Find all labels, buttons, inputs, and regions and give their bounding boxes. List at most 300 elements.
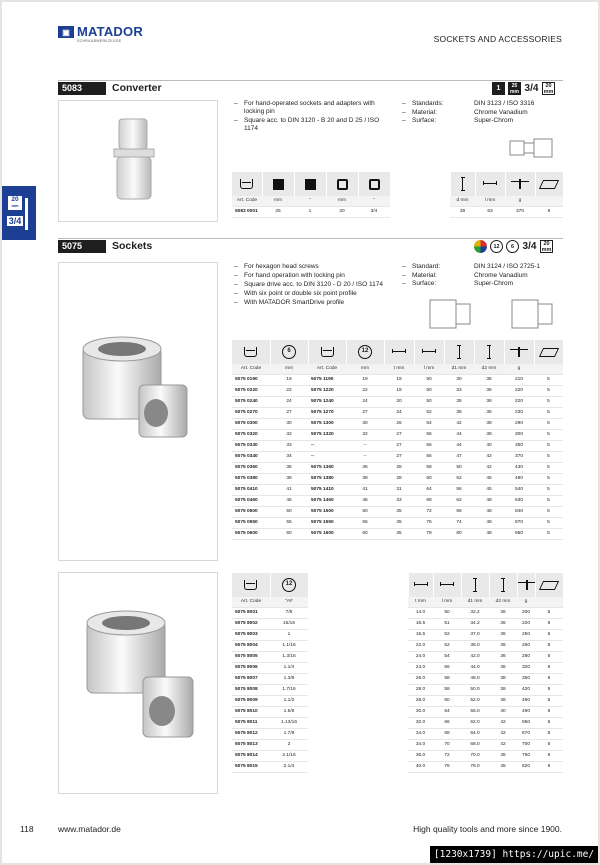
table-cell: 370 — [504, 451, 534, 462]
table-cell: 1.13/16 — [270, 717, 308, 728]
side-frac-label: 3/4 — [8, 216, 22, 226]
table-cell: 5 — [535, 695, 563, 706]
smartdrive-icon — [474, 240, 487, 253]
table-row — [232, 495, 563, 506]
feature-item: – Square acc. to DIN 3120 - B 20 and D 25 / ISO 1174 — [234, 117, 389, 133]
table-cell: 1 — [294, 206, 326, 217]
table-cell: 16.5 — [408, 629, 433, 640]
article-code: 5075 0500 — [232, 506, 270, 517]
footer-tagline: High quality tools and more since 1900. — [413, 824, 562, 834]
unit-header: l mm — [414, 364, 444, 374]
table-cell: 24 — [270, 396, 308, 407]
table-row — [232, 418, 563, 429]
table-cell: 42.0 — [461, 651, 489, 662]
length-arrow-icon — [440, 582, 454, 586]
section-divider — [58, 80, 563, 81]
table-row — [232, 407, 563, 418]
table-cell: 48.0 — [461, 673, 489, 684]
unit-header: mm — [326, 196, 358, 206]
badge-mm-in: 25 mm — [508, 82, 521, 95]
unit-header: g — [504, 364, 534, 374]
page-number: 118 — [20, 824, 34, 834]
table-cell — [308, 673, 408, 684]
sockets-badges — [474, 240, 553, 253]
table-cell: 5 — [534, 374, 563, 385]
table-cell: 50 — [270, 506, 308, 517]
square-out-icon-cell — [326, 172, 358, 196]
article-code: 5075 0340 — [232, 451, 270, 462]
table-row — [232, 684, 563, 695]
table-cell: 19 — [384, 374, 414, 385]
table-cell: 35 — [384, 506, 414, 517]
table-cell: -- — [346, 451, 384, 462]
table-cell: 38 — [444, 407, 474, 418]
table-cell: 32.2 — [461, 607, 489, 618]
table-cell: 60 — [433, 695, 461, 706]
table-cell: 42 — [474, 451, 504, 462]
table-row — [232, 695, 563, 706]
table-cell: 1.3/8 — [270, 673, 308, 684]
unit-header: mm — [262, 196, 294, 206]
table-row — [232, 618, 563, 629]
socket-icon-cell — [232, 573, 270, 597]
table-cell: 1.1/2 — [270, 695, 308, 706]
table-cell: 1 — [270, 629, 308, 640]
table-cell: 56 — [444, 484, 474, 495]
table-cell: 5 — [534, 407, 563, 418]
article-code: 5075 0380 — [232, 473, 270, 484]
unit-header: Art. Code — [232, 196, 262, 206]
table-cell: 490 — [517, 706, 535, 717]
socket-icon-cell — [232, 340, 270, 364]
twelve-point-icon: 12 — [282, 578, 296, 592]
table-cell: 540 — [504, 484, 534, 495]
table-cell: 64 — [433, 706, 461, 717]
table-cell: 46 — [346, 495, 384, 506]
square-out-icon — [369, 179, 380, 190]
socket-icon — [321, 347, 334, 357]
feature-item: – With six point or double six point profile — [234, 290, 394, 298]
depth-icon-cell — [408, 573, 433, 597]
table-cell: 36 — [489, 618, 517, 629]
table-cell: 48 — [474, 517, 504, 528]
table-cell: 30.0 — [408, 706, 433, 717]
table-cell: 260 — [517, 640, 535, 651]
article-code: 5075 1190 — [308, 374, 346, 385]
table-cell: 5 — [534, 440, 563, 451]
unit-header: d2 mm — [489, 597, 517, 607]
converter-article-number: 5083 — [58, 82, 106, 95]
table-cell: 38 — [489, 673, 517, 684]
article-code: 5075 0330 — [232, 440, 270, 451]
depth-icon-cell — [384, 340, 414, 364]
twelve-point-icon-cell — [270, 573, 308, 597]
table-cell: 35 — [444, 396, 474, 407]
table-cell: 250 — [517, 629, 535, 640]
table-cell: 16.5 — [408, 618, 433, 629]
table-cell: 27 — [384, 451, 414, 462]
article-code: 5075 0600 — [232, 528, 270, 539]
table-row — [232, 462, 563, 473]
article-code: 5075 8011 — [232, 717, 270, 728]
table-cell: 52 — [444, 473, 474, 484]
spacer — [308, 573, 408, 597]
table-cell: 76 — [414, 517, 444, 528]
matador-logo — [58, 26, 143, 38]
table-cell: 5 — [535, 673, 563, 684]
socket-icon — [244, 347, 257, 357]
sockets-image — [58, 262, 218, 561]
package-icon — [539, 180, 559, 189]
table-cell: 70 — [433, 739, 461, 750]
unit-header: Art. Code — [232, 597, 270, 607]
article-code: 5075 1270 — [308, 407, 346, 418]
table-cell — [308, 618, 408, 629]
sockets-photo — [59, 263, 219, 562]
table-cell: 51 — [433, 618, 461, 629]
table-cell: 44 — [444, 440, 474, 451]
table-cell: 15/16 — [270, 618, 308, 629]
article-code: 5075 0550 — [232, 517, 270, 528]
table-cell: 36 — [346, 462, 384, 473]
table-cell: 5 — [534, 462, 563, 473]
article-code: 5075 1320 — [308, 429, 346, 440]
table-row — [232, 206, 563, 217]
table-cell: 22 — [346, 385, 384, 396]
unit-header — [535, 597, 563, 607]
article-code: 5075 1410 — [308, 484, 346, 495]
section-divider — [58, 238, 563, 239]
article-code: 5075 0410 — [232, 484, 270, 495]
table-cell: 52 — [414, 407, 444, 418]
table-cell: 38 — [474, 418, 504, 429]
article-code: -- — [308, 440, 346, 451]
converter-specs — [402, 100, 534, 126]
table-cell — [308, 651, 408, 662]
article-code: 5075 1460 — [308, 495, 346, 506]
table-cell: 32.0 — [408, 717, 433, 728]
table-cell: 28.0 — [408, 695, 433, 706]
table-cell: 950 — [504, 528, 534, 539]
table-row — [232, 651, 563, 662]
table-cell: 20 — [326, 206, 358, 217]
square-out-icon — [337, 179, 348, 190]
d2-icon-cell — [474, 340, 504, 364]
table-cell: 50 — [414, 374, 444, 385]
article-code: 5075 8005 — [232, 651, 270, 662]
table-cell: 60 — [346, 528, 384, 539]
table-cell: 5 — [534, 385, 563, 396]
table-cell: 58 — [414, 462, 444, 473]
table-cell: 50 — [414, 385, 444, 396]
feature-item: – For hexagon head screws — [234, 263, 394, 271]
article-code: 5075 1600 — [308, 528, 346, 539]
table-row — [232, 761, 563, 772]
package-icon — [538, 348, 558, 357]
table-cell: 56 — [414, 440, 444, 451]
diameter-arrow-icon — [473, 578, 477, 592]
table-cell: 44.0 — [461, 662, 489, 673]
spec-value: Super-Chrom — [474, 117, 514, 124]
table-cell: 56 — [433, 662, 461, 673]
table-row — [232, 706, 563, 717]
table-cell: 36 — [489, 640, 517, 651]
unit-header: d mm — [450, 196, 475, 206]
twelve-point-icon: 12 — [358, 345, 372, 359]
table-cell: 1.1/4 — [270, 662, 308, 673]
table-cell: 870 — [504, 517, 534, 528]
wrench-icon — [25, 198, 28, 230]
table-cell: 5 — [535, 684, 563, 695]
article-code: 5075 8009 — [232, 695, 270, 706]
d1-icon-cell — [444, 340, 474, 364]
spec-key: – Standards: — [402, 100, 474, 109]
table-cell: 300 — [504, 429, 534, 440]
table-cell: 38.0 — [461, 640, 489, 651]
feature-item: – For hand-operated sockets and adapters with locking pin — [234, 100, 389, 116]
badge-mm-out: 20 mm — [543, 82, 554, 95]
d1-icon-cell — [461, 573, 489, 597]
table-cell: 70.0 — [461, 750, 489, 761]
table-cell: 27 — [346, 407, 384, 418]
article-code: 5075 0240 — [232, 396, 270, 407]
side-size-tab — [2, 186, 36, 240]
table-cell: 34 — [270, 451, 308, 462]
table-row — [232, 717, 563, 728]
table-row — [232, 484, 563, 495]
unit-header: l mm — [475, 196, 505, 206]
square-drive-icon-cell — [262, 172, 294, 196]
unit-header — [390, 196, 450, 206]
table-cell — [308, 695, 408, 706]
table-cell: 68 — [444, 506, 474, 517]
table-row — [232, 673, 563, 684]
table-cell: 5 — [535, 750, 563, 761]
table-cell — [308, 706, 408, 717]
table-cell: 38 — [450, 206, 475, 217]
table-cell — [308, 607, 408, 618]
table-cell: 42 — [489, 739, 517, 750]
table-cell: 36 — [489, 651, 517, 662]
table-cell: 27 — [384, 429, 414, 440]
unit-header: t mm — [384, 364, 414, 374]
table-cell: 2 — [270, 739, 308, 750]
converter-table-body — [232, 206, 563, 217]
table-cell: 62.0 — [461, 717, 489, 728]
d2-icon-cell — [489, 573, 517, 597]
table-cell: 5 — [535, 629, 563, 640]
table-cell: 50 — [346, 506, 384, 517]
converter-title: Converter — [112, 82, 162, 94]
table-cell: 30 — [346, 418, 384, 429]
diameter-arrow-icon — [501, 578, 505, 592]
spacer — [390, 172, 450, 196]
table-cell: 33 — [384, 495, 414, 506]
converter-image — [58, 100, 218, 222]
table-cell: 750 — [517, 750, 535, 761]
sockets-af-photo — [59, 573, 219, 795]
units-row — [232, 597, 563, 607]
badge-12-point: 12 — [490, 240, 503, 253]
square-drive-icon — [305, 179, 316, 190]
table-cell — [308, 662, 408, 673]
table-cell: 5 — [534, 396, 563, 407]
socket-icon — [244, 580, 257, 590]
table-cell: 19 — [384, 385, 414, 396]
table-cell: 45 — [474, 473, 504, 484]
table-cell: 72 — [433, 750, 461, 761]
table-cell: 5 — [535, 640, 563, 651]
table-cell: 36 — [489, 607, 517, 618]
scale-icon — [510, 347, 528, 357]
socket-icon-cell — [232, 172, 262, 196]
table-cell: 68 — [433, 728, 461, 739]
table-cell: 19 — [346, 374, 384, 385]
table-cell — [308, 684, 408, 695]
table-cell: 430 — [504, 462, 534, 473]
table-cell: 24 — [346, 396, 384, 407]
feature-item: – Square drive acc. to DIN 3120 - D 20 / ISO 1174 — [234, 281, 394, 289]
length-icon-cell — [414, 340, 444, 364]
table-cell — [308, 717, 408, 728]
table-cell: 5 — [535, 618, 563, 629]
table-cell: 68 — [414, 495, 444, 506]
table-cell: 210 — [504, 374, 534, 385]
badge-fraction: 3/4 — [524, 82, 539, 94]
spec-key: – Surface: — [402, 117, 474, 126]
converter-features — [234, 100, 389, 134]
table-row — [232, 640, 563, 651]
table-cell: 290 — [504, 418, 534, 429]
table-cell: 5 — [534, 528, 563, 539]
feature-item: – With MATADOR SmartDrive profile — [234, 299, 394, 307]
table-cell: 220 — [504, 385, 534, 396]
article-code: -- — [308, 451, 346, 462]
table-cell: 24.0 — [408, 651, 433, 662]
article-code: 5075 1300 — [308, 418, 346, 429]
sockets-features — [234, 263, 394, 308]
table-cell: 80 — [444, 528, 474, 539]
table-cell: 3/4 — [358, 206, 390, 217]
table-cell: 5 — [535, 717, 563, 728]
unit-header: d2 mm — [474, 364, 504, 374]
unit-header: l mm — [433, 597, 461, 607]
table-cell: 41 — [346, 484, 384, 495]
table-cell: 76.0 — [461, 761, 489, 772]
table-cell: -- — [346, 440, 384, 451]
article-code: 5075 0270 — [232, 407, 270, 418]
table-cell: 24.0 — [408, 662, 433, 673]
table-cell: 490 — [504, 473, 534, 484]
units-row — [232, 364, 563, 374]
table-cell — [308, 728, 408, 739]
table-cell: 48 — [474, 506, 504, 517]
table-cell — [308, 629, 408, 640]
table-cell — [308, 739, 408, 750]
table-cell: 5 — [534, 517, 563, 528]
article-code: 5075 8013 — [232, 739, 270, 750]
unit-header: d1 mm — [461, 597, 489, 607]
article-code: 5075 1220 — [308, 385, 346, 396]
table-cell: 42 — [444, 418, 474, 429]
article-code: 5075 1500 — [308, 506, 346, 517]
table-cell: 1.3/16 — [270, 651, 308, 662]
table-cell: 64 — [414, 484, 444, 495]
table-row — [232, 429, 563, 440]
table-cell: 220 — [517, 618, 535, 629]
table-cell: 35 — [384, 528, 414, 539]
spec-key: – Material: — [402, 109, 474, 118]
table-cell: 27 — [384, 440, 414, 451]
table-cell: 5 — [534, 429, 563, 440]
spec-key: – Surface: — [402, 280, 474, 289]
article-code: 5075 1380 — [308, 473, 346, 484]
table-cell: 42 — [489, 717, 517, 728]
table-cell: 48 — [474, 528, 504, 539]
table-cell: 820 — [517, 761, 535, 772]
table-cell: 42 — [474, 462, 504, 473]
square-drive-icon-cell — [294, 172, 326, 196]
table-cell: 38 — [270, 473, 308, 484]
table-cell: 56 — [414, 451, 444, 462]
article-code: 5075 8012 — [232, 728, 270, 739]
article-code: 5075 8002 — [232, 618, 270, 629]
table-cell: 5 — [535, 206, 563, 217]
table-cell: 5 — [534, 506, 563, 517]
sockets-af-body — [232, 607, 563, 772]
table-cell: 230 — [504, 407, 534, 418]
table-cell: 40 — [489, 706, 517, 717]
package-icon — [539, 581, 559, 590]
table-row — [232, 728, 563, 739]
table-cell — [390, 206, 450, 217]
table-cell: 72 — [414, 506, 444, 517]
scale-icon — [518, 580, 536, 590]
article-code: 5075 8015 — [232, 761, 270, 772]
weight-icon-cell — [517, 573, 535, 597]
table-cell: 68.0 — [461, 739, 489, 750]
table-cell: 60 — [414, 473, 444, 484]
table-cell: 32 — [346, 429, 384, 440]
table-cell: 34.0 — [408, 739, 433, 750]
feature-item: – For hand operation with locking pin — [234, 272, 394, 280]
table-cell: 66 — [433, 717, 461, 728]
table-cell: 350 — [504, 440, 534, 451]
table-cell: 840 — [504, 506, 534, 517]
table-cell: 36 — [270, 462, 308, 473]
table-cell: 19 — [270, 374, 308, 385]
table-cell: 25 — [262, 206, 294, 217]
length-icon-cell — [433, 573, 461, 597]
package-icon-cell — [535, 172, 563, 196]
table-cell: 22.0 — [408, 640, 433, 651]
spec-value: DIN 3123 / ISO 3316 — [474, 100, 535, 107]
logo-text: MATADOR — [77, 24, 143, 39]
table-cell — [308, 750, 408, 761]
table-row — [232, 385, 563, 396]
table-cell: 55 — [346, 517, 384, 528]
table-cell: 63 — [475, 206, 505, 217]
table-cell: 28 — [384, 473, 414, 484]
footer-url[interactable]: www.matador.de — [58, 824, 121, 834]
table-cell: 40 — [474, 440, 504, 451]
table-cell: 32 — [270, 429, 308, 440]
table-cell: 27 — [270, 407, 308, 418]
socket-icon — [240, 179, 253, 189]
table-row — [232, 607, 563, 618]
six-point-icon-cell — [270, 340, 308, 364]
table-row — [232, 629, 563, 640]
